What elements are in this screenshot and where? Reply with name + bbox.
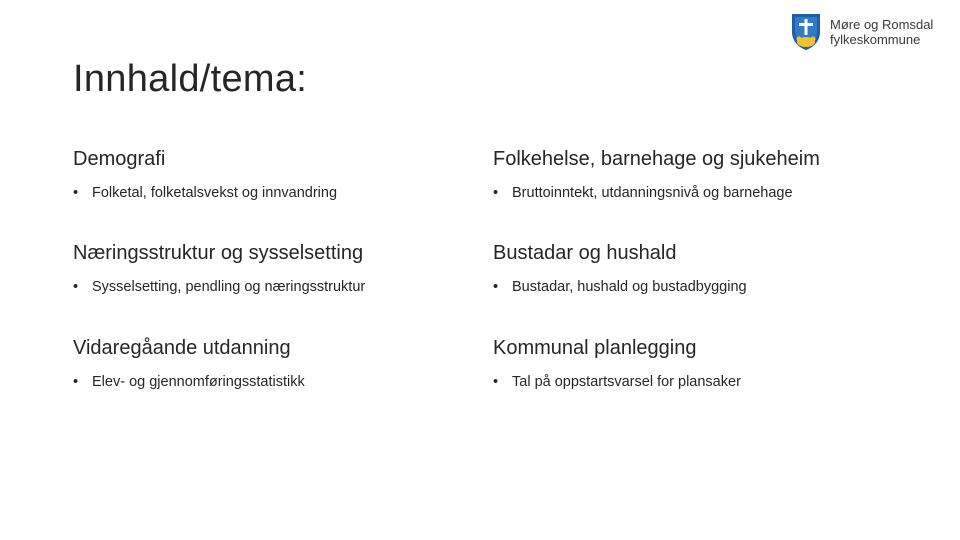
- topic-heading: Folkehelse, barnehage og sjukeheim: [493, 148, 820, 170]
- organization-logo: [790, 12, 933, 52]
- topic-bustadar: [493, 242, 913, 295]
- topic-bullet: [73, 374, 493, 390]
- bullet-text: Folketal, folketalsvekst og innvandring: [92, 185, 338, 201]
- logo-line-2: fylkeskommune: [830, 32, 921, 47]
- topic-vidaregaande: [73, 337, 493, 390]
- topic-bullet: [493, 279, 913, 295]
- topic-heading: Demografi: [73, 148, 166, 170]
- logo-wordmark: [830, 17, 933, 47]
- topic-bullet: [493, 185, 913, 201]
- bullet-marker: •: [493, 374, 499, 390]
- coat-of-arms-icon: [790, 12, 822, 52]
- bullet-text: Tal på oppstartsvarsel for plansaker: [512, 374, 741, 390]
- topic-bullet: [73, 279, 493, 295]
- topic-heading: Vidaregåande utdanning: [73, 337, 291, 359]
- bullet-text: Sysselsetting, pendling og næringsstruktur: [92, 279, 366, 295]
- topic-naeringsstruktur: [73, 242, 493, 295]
- topic-demografi: [73, 148, 493, 201]
- page-title: Innhald/tema:: [73, 58, 308, 100]
- topic-heading: Bustadar og hushald: [493, 242, 677, 264]
- bullet-marker: •: [73, 374, 79, 390]
- topic-kommunal-planlegging: [493, 337, 913, 390]
- logo-line-1: Møre og Romsdal: [830, 17, 934, 32]
- bullet-marker: •: [493, 185, 499, 201]
- topic-folkehelse: [493, 148, 913, 201]
- bullet-marker: •: [73, 279, 79, 295]
- bullet-marker: •: [493, 279, 499, 295]
- bullet-text: Bustadar, hushald og bustadbygging: [512, 279, 747, 295]
- topic-heading: Næringsstruktur og sysselsetting: [73, 242, 364, 264]
- topic-bullet: [73, 185, 493, 201]
- bullet-marker: •: [73, 185, 79, 201]
- bullet-text: Elev- og gjennomføringsstatistikk: [92, 374, 305, 390]
- topic-heading: Kommunal planlegging: [493, 337, 697, 359]
- bullet-text: Bruttoinntekt, utdanningsnivå og barnehage: [512, 185, 793, 201]
- topic-bullet: [493, 374, 913, 390]
